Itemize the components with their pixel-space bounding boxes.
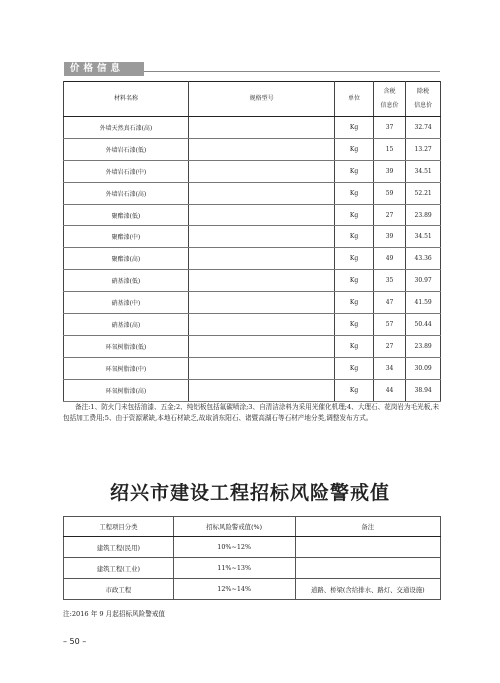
- cell-risk-value: 11%~13%: [173, 558, 295, 579]
- risk-table: [63, 516, 441, 600]
- cell-name: 聚酯漆(中): [64, 226, 189, 248]
- table-row: [64, 248, 441, 270]
- cell-spec: [188, 270, 334, 292]
- cell-spec: [188, 182, 334, 204]
- cell-tax: 59: [373, 182, 406, 204]
- table-row: [64, 117, 441, 139]
- cell-unit: Kg: [335, 138, 373, 160]
- table-row: [64, 182, 441, 204]
- table-row: [64, 379, 441, 401]
- cell-name: 外墙岩石漆(中): [64, 160, 189, 182]
- cell-notax: 43.36: [406, 248, 441, 270]
- risk-table-note: 注:2016 年 9 月起招标风险警戒值: [63, 610, 166, 618]
- header-price-tax: [373, 82, 406, 117]
- table-row: [64, 579, 441, 600]
- cell-note: 道路、桥梁(含给排水、路灯、交通设施): [295, 579, 440, 600]
- cell-spec: [188, 226, 334, 248]
- cell-spec: [188, 357, 334, 379]
- cell-name: 硝基漆(低): [64, 270, 189, 292]
- cell-name: 硝基漆(中): [64, 292, 189, 314]
- cell-category: 建筑工程(工业): [64, 558, 174, 579]
- header-price-notax-line2: 信息价: [414, 102, 433, 109]
- cell-unit: Kg: [335, 292, 373, 314]
- cell-tax: 44: [373, 379, 406, 401]
- table-row: [64, 160, 441, 182]
- cell-unit: Kg: [335, 182, 373, 204]
- cell-tax: 39: [373, 226, 406, 248]
- cell-notax: 34.51: [406, 160, 441, 182]
- cell-spec: [188, 204, 334, 226]
- cell-category: 建筑工程(民用): [64, 537, 174, 558]
- cell-tax: 47: [373, 292, 406, 314]
- price-table: [63, 81, 441, 402]
- header-price-notax: [406, 82, 441, 117]
- cell-name: 聚酯漆(低): [64, 204, 189, 226]
- cell-tax: 27: [373, 335, 406, 357]
- header-category: 工程项目分类: [64, 517, 174, 537]
- cell-unit: Kg: [335, 314, 373, 336]
- risk-table-header-row: [64, 517, 441, 537]
- cell-unit: Kg: [335, 204, 373, 226]
- cell-notax: 41.59: [406, 292, 441, 314]
- cell-spec: [188, 160, 334, 182]
- cell-notax: 50.44: [406, 314, 441, 336]
- cell-notax: 23.89: [406, 204, 441, 226]
- cell-name: 环氧树脂漆(低): [64, 335, 189, 357]
- table-row: [64, 537, 441, 558]
- cell-tax: 39: [373, 160, 406, 182]
- cell-notax: 30.97: [406, 270, 441, 292]
- header-price-tax-line2: 信息价: [380, 102, 399, 109]
- cell-name: 外墙岩石漆(高): [64, 182, 189, 204]
- cell-notax: 30.09: [406, 357, 441, 379]
- cell-unit: Kg: [335, 117, 373, 139]
- cell-tax: 57: [373, 314, 406, 336]
- cell-notax: 38.94: [406, 379, 441, 401]
- table-row: [64, 292, 441, 314]
- header-rule: [144, 71, 440, 72]
- cell-tax: 27: [373, 204, 406, 226]
- cell-unit: Kg: [335, 335, 373, 357]
- cell-note: [295, 558, 440, 579]
- cell-unit: Kg: [335, 270, 373, 292]
- cell-notax: 34.51: [406, 226, 441, 248]
- cell-tax: 35: [373, 270, 406, 292]
- cell-unit: Kg: [335, 379, 373, 401]
- section-header: 价格信息: [70, 63, 125, 74]
- table-row: [64, 558, 441, 579]
- page-number: – 50 –: [63, 637, 87, 646]
- cell-spec: [188, 292, 334, 314]
- cell-risk-value: 12%~14%: [173, 579, 295, 600]
- cell-name: 环氧树脂漆(中): [64, 357, 189, 379]
- cell-note: [295, 537, 440, 558]
- header-material-name: 材料名称: [64, 82, 189, 117]
- cell-notax: 32.74: [406, 117, 441, 139]
- price-table-note: 备注:1、防火门未包括油漆、五金;2、纯铝板包括氟碳喷涂;3、自清洁涂料为采用光催化机理;4、大理石、花岗岩为毛光板,未包括加工费用;5、由于资源紧缺,本地石材缺乏,故取消东阳石、诸暨高湖石等石材产地分类,调整发布方式。: [63, 403, 440, 422]
- cell-name: 外墙天然真石漆(高): [64, 117, 189, 139]
- cell-risk-value: 10%~12%: [173, 537, 295, 558]
- table-row: [64, 204, 441, 226]
- cell-notax: 13.27: [406, 138, 441, 160]
- cell-tax: 34: [373, 357, 406, 379]
- table-row: [64, 357, 441, 379]
- cell-category: 市政工程: [64, 579, 174, 600]
- table-row: [64, 270, 441, 292]
- cell-spec: [188, 335, 334, 357]
- cell-spec: [188, 117, 334, 139]
- cell-tax: 15: [373, 138, 406, 160]
- table-row: [64, 138, 441, 160]
- header-unit: 单位: [335, 82, 373, 117]
- header-note: 备注: [295, 517, 440, 537]
- table-row: [64, 226, 441, 248]
- cell-unit: Kg: [335, 357, 373, 379]
- cell-name: 环氧树脂漆(高): [64, 379, 189, 401]
- cell-name: 聚酯漆(高): [64, 248, 189, 270]
- price-table-header-row: [64, 82, 441, 117]
- cell-spec: [188, 138, 334, 160]
- cell-notax: 52.21: [406, 182, 441, 204]
- cell-spec: [188, 248, 334, 270]
- cell-notax: 23.89: [406, 335, 441, 357]
- cell-name: 硝基漆(高): [64, 314, 189, 336]
- cell-unit: Kg: [335, 248, 373, 270]
- cell-spec: [188, 379, 334, 401]
- table-row: [64, 314, 441, 336]
- cell-tax: 49: [373, 248, 406, 270]
- risk-section-title: 绍兴市建设工程招标风险警戒值: [109, 482, 390, 504]
- header-risk-value: 招标风险警戒值(%): [173, 517, 295, 537]
- header-price-tax-line1: 含税: [383, 88, 396, 95]
- cell-spec: [188, 314, 334, 336]
- header-price-notax-line1: 除税: [417, 88, 430, 95]
- header-spec: 规格型号: [188, 82, 334, 117]
- cell-unit: Kg: [335, 226, 373, 248]
- table-row: [64, 335, 441, 357]
- cell-name: 外墙岩石漆(低): [64, 138, 189, 160]
- cell-tax: 37: [373, 117, 406, 139]
- cell-unit: Kg: [335, 160, 373, 182]
